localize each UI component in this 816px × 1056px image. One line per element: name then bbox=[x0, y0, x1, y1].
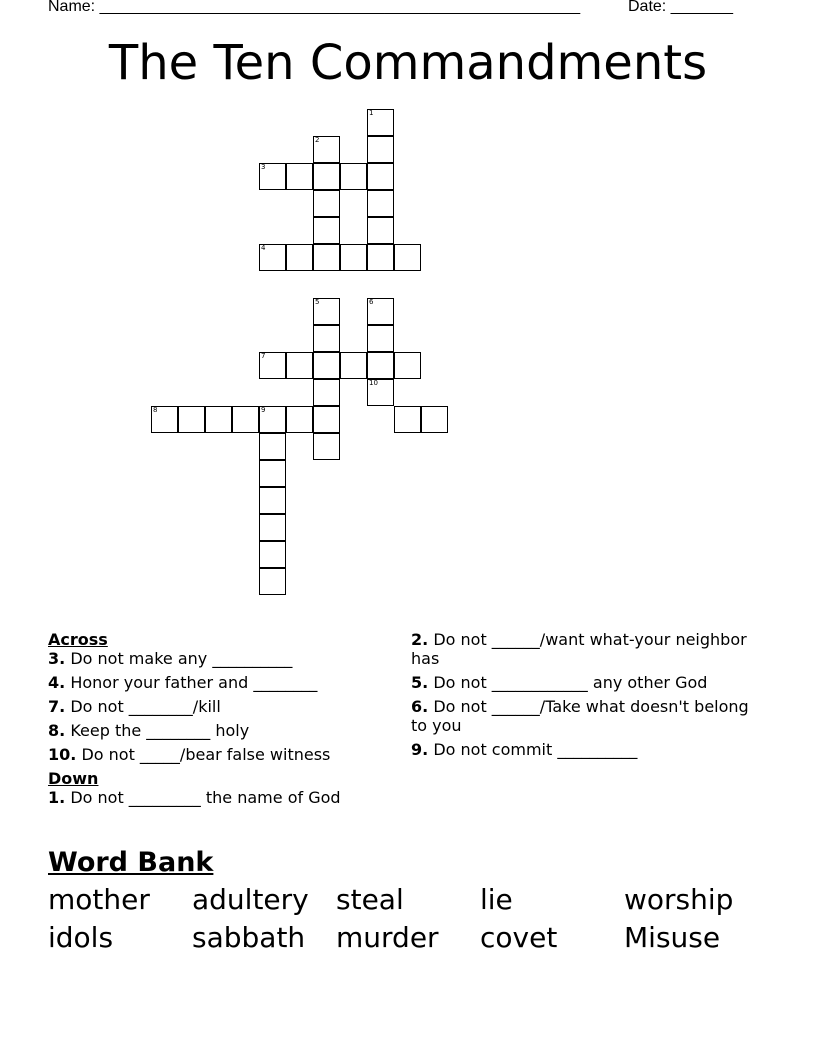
clue-number: 5 bbox=[315, 298, 320, 306]
word-bank-item: adultery bbox=[192, 883, 309, 916]
crossword-cell[interactable] bbox=[367, 298, 394, 325]
crossword-cell[interactable] bbox=[232, 406, 259, 433]
clue-number: 3 bbox=[261, 163, 266, 171]
across-clue-7: 7. Do not ________/kill bbox=[48, 697, 221, 716]
page-title: The Ten Commandments bbox=[108, 35, 708, 91]
crossword-cell[interactable] bbox=[313, 352, 340, 379]
word-bank-item: Misuse bbox=[624, 921, 721, 954]
crossword-cell[interactable] bbox=[367, 163, 394, 190]
across-heading: Across bbox=[48, 630, 108, 649]
across-clue-10: 10. Do not _____/bear false witness bbox=[48, 745, 331, 764]
clue-number: 10 bbox=[369, 379, 378, 387]
crossword-cell[interactable] bbox=[313, 298, 340, 325]
down-clue-2: 2. Do not ______/want what-your neighbor has bbox=[411, 630, 747, 668]
crossword-cell[interactable] bbox=[151, 406, 178, 433]
word-bank-item: lie bbox=[480, 883, 513, 916]
crossword-cell[interactable] bbox=[259, 568, 286, 595]
across-clue-3: 3. Do not make any __________ bbox=[48, 649, 293, 668]
clue-number: 4 bbox=[261, 244, 266, 252]
clues-left-column bbox=[48, 630, 388, 812]
down-clue-6: 6. Do not ______/Take what doesn't belong to you bbox=[411, 697, 749, 735]
crossword-cell[interactable] bbox=[286, 352, 313, 379]
crossword-cell[interactable] bbox=[367, 136, 394, 163]
crossword-cell[interactable] bbox=[259, 514, 286, 541]
crossword-cell[interactable] bbox=[313, 136, 340, 163]
across-clue-4: 4. Honor your father and ________ bbox=[48, 673, 318, 692]
crossword-cell[interactable] bbox=[367, 325, 394, 352]
crossword-cell[interactable] bbox=[394, 244, 421, 271]
crossword-cell[interactable] bbox=[313, 244, 340, 271]
down-clue-1: 1. Do not _________ the name of God bbox=[48, 788, 341, 807]
crossword-cell[interactable] bbox=[286, 163, 313, 190]
crossword-cell[interactable] bbox=[259, 406, 286, 433]
clue-number: 6 bbox=[369, 298, 374, 306]
word-bank-item: steal bbox=[336, 883, 404, 916]
clue-number: 2 bbox=[315, 136, 320, 144]
down-clue-9: 9. Do not commit __________ bbox=[411, 740, 638, 759]
crossword-cell[interactable] bbox=[313, 217, 340, 244]
clue-number: 8 bbox=[153, 406, 158, 414]
crossword-cell[interactable] bbox=[259, 541, 286, 568]
word-bank-item: covet bbox=[480, 921, 558, 954]
crossword-cell[interactable] bbox=[259, 433, 286, 460]
crossword-cell[interactable] bbox=[313, 406, 340, 433]
crossword-cell[interactable] bbox=[313, 163, 340, 190]
crossword-cell[interactable] bbox=[340, 163, 367, 190]
crossword-cell[interactable] bbox=[367, 109, 394, 136]
word-bank-item: sabbath bbox=[192, 921, 306, 954]
word-bank-item: mother bbox=[48, 883, 150, 916]
crossword-cell[interactable] bbox=[313, 433, 340, 460]
clue-number: 9 bbox=[261, 406, 266, 414]
crossword-cell[interactable] bbox=[286, 406, 313, 433]
crossword-cell[interactable] bbox=[367, 379, 394, 406]
name-field-label: Name: ______________________________________________________ bbox=[48, 0, 581, 15]
across-clue-8: 8. Keep the ________ holy bbox=[48, 721, 250, 740]
header-line bbox=[48, 0, 748, 18]
crossword-cell[interactable] bbox=[313, 190, 340, 217]
crossword-cell[interactable] bbox=[340, 244, 367, 271]
crossword-cell[interactable] bbox=[259, 460, 286, 487]
word-bank-item: murder bbox=[336, 921, 439, 954]
crossword-cell[interactable] bbox=[421, 406, 448, 433]
crossword-cell[interactable] bbox=[367, 352, 394, 379]
crossword-cell[interactable] bbox=[205, 406, 232, 433]
crossword-cell[interactable] bbox=[367, 244, 394, 271]
crossword-cell[interactable] bbox=[313, 379, 340, 406]
crossword-cell[interactable] bbox=[178, 406, 205, 433]
word-bank bbox=[48, 883, 808, 955]
down-heading: Down bbox=[48, 769, 99, 788]
crossword-cell[interactable] bbox=[259, 163, 286, 190]
crossword-cell[interactable] bbox=[340, 352, 367, 379]
clues-right-column bbox=[411, 630, 751, 764]
crossword-cell[interactable] bbox=[367, 190, 394, 217]
crossword-cell[interactable] bbox=[394, 352, 421, 379]
word-bank-item: worship bbox=[624, 883, 734, 916]
date-field-label: Date: _______ bbox=[628, 0, 733, 15]
crossword-cell[interactable] bbox=[367, 217, 394, 244]
word-bank-title: Word Bank bbox=[48, 847, 214, 878]
crossword-cell[interactable] bbox=[313, 325, 340, 352]
crossword-cell[interactable] bbox=[286, 244, 313, 271]
crossword-cell[interactable] bbox=[259, 487, 286, 514]
crossword-cell[interactable] bbox=[394, 406, 421, 433]
down-clue-5: 5. Do not ____________ any other God bbox=[411, 673, 708, 692]
clue-number: 1 bbox=[369, 109, 374, 117]
word-bank-item: idols bbox=[48, 921, 114, 954]
crossword-cell[interactable] bbox=[259, 352, 286, 379]
clue-number: 7 bbox=[261, 352, 266, 360]
crossword-cell[interactable] bbox=[259, 244, 286, 271]
